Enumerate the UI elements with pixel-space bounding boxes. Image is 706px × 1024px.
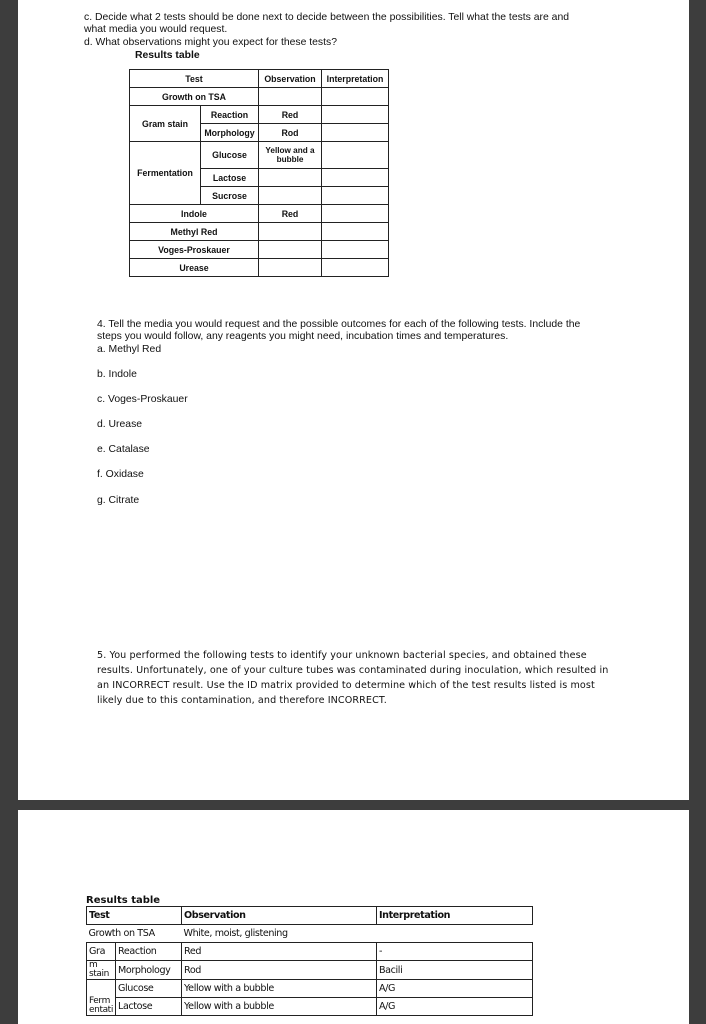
cell-morphology-observation[interactable]: Rod <box>182 961 377 980</box>
document-page-1 <box>18 0 689 800</box>
cell-sucrose-observation[interactable] <box>259 187 322 205</box>
row-voges-proskauer: Voges-Proskauer <box>130 241 259 259</box>
cell-voges-observation[interactable] <box>259 241 322 259</box>
row-morphology: Morphology <box>116 961 182 980</box>
cell-voges-interpretation[interactable] <box>322 241 389 259</box>
q4-item-indole: b. Indole <box>97 369 137 380</box>
row-methyl-red: Methyl Red <box>130 223 259 241</box>
header-test: Test <box>87 907 182 925</box>
results-table-title: Results table <box>135 50 200 61</box>
cell-lactose-interpretation[interactable] <box>322 169 389 187</box>
cell-glucose-interpretation[interactable]: A/G <box>377 980 533 998</box>
cell-growth-observation[interactable] <box>259 88 322 106</box>
cell-glucose-observation[interactable]: Yellow and a bubble <box>259 142 322 169</box>
cell-reaction-observation[interactable]: Red <box>259 106 322 124</box>
cell-reaction-observation[interactable]: Red <box>182 943 377 961</box>
header-test: Test <box>130 70 259 88</box>
q4-item-oxidase: f. Oxidase <box>97 469 144 480</box>
row-growth-on-tsa: Growth on TSA <box>130 88 259 106</box>
row-gram-stain: Gram stain <box>130 106 201 142</box>
gram-stain-fragment-stain: stain <box>89 969 109 979</box>
row-morphology: Morphology <box>201 124 259 142</box>
question-5-line-3: an INCORRECT result. Use the ID matrix provided to determine which of the test results listed is most <box>97 680 595 691</box>
cell-morphology-interpretation[interactable]: Bacili <box>377 961 533 980</box>
question-3d: d. What observations might you expect for these tests? <box>84 37 337 48</box>
cell-glucose-observation[interactable]: Yellow with a bubble <box>182 980 377 998</box>
cell-lactose-interpretation[interactable]: A/G <box>377 998 533 1016</box>
row-urease: Urease <box>130 259 259 277</box>
header-interpretation: Interpretation <box>377 907 533 925</box>
question-5-line-1: 5. You performed the following tests to identify your unknown bacterial species, and obtained these <box>97 650 587 661</box>
q4-item-methyl-red: a. Methyl Red <box>97 344 162 355</box>
cell-indole-interpretation[interactable] <box>322 205 389 223</box>
question-5 <box>97 648 617 708</box>
results-table <box>129 69 389 277</box>
row-indole: Indole <box>130 205 259 223</box>
cell-methyl-red-observation[interactable] <box>259 223 322 241</box>
row-reaction: Reaction <box>201 106 259 124</box>
cell-methyl-red-interpretation[interactable] <box>322 223 389 241</box>
q4-item-citrate: g. Citrate <box>97 495 140 506</box>
row-lactose: Lactose <box>201 169 259 187</box>
cell-reaction-interpretation[interactable]: - <box>377 943 533 961</box>
row-reaction: Reaction <box>116 943 182 961</box>
fermentation-fragment-2: entati <box>89 1005 113 1015</box>
row-gram-stain-part-1: Gra <box>87 943 116 961</box>
question-3c-line-1: c. Decide what 2 tests should be done next to decide between the possibilities. Tell what the tests are and <box>84 12 570 23</box>
header-observation: Observation <box>182 907 377 925</box>
question-5-line-4: likely due to this contamination, and therefore INCORRECT. <box>97 695 387 706</box>
cell-morphology-observation[interactable]: Rod <box>259 124 322 142</box>
cell-growth-observation[interactable]: White, moist, glistening <box>183 928 288 939</box>
question-4-line-2: steps you would follow, any reagents you might need, incubation times and temperatures. <box>97 331 509 342</box>
row-glucose: Glucose <box>116 980 182 998</box>
row-sucrose: Sucrose <box>201 187 259 205</box>
question-3c-line-2: what media you would request. <box>84 24 228 35</box>
row-fermentation: Fermentation <box>130 142 201 205</box>
q4-item-voges-proskauer: c. Voges-Proskauer <box>97 394 188 405</box>
header-interpretation: Interpretation <box>322 70 389 88</box>
row-lactose: Lactose <box>116 998 182 1016</box>
question-5-line-2: results. Unfortunately, one of your culture tubes was contaminated during inoculation, which resulted in <box>97 665 609 676</box>
results-table-2 <box>86 906 533 1016</box>
cell-morphology-interpretation[interactable] <box>322 124 389 142</box>
row-fermentation <box>87 980 116 1016</box>
cell-urease-interpretation[interactable] <box>322 259 389 277</box>
header-observation: Observation <box>259 70 322 88</box>
cell-indole-observation[interactable]: Red <box>259 205 322 223</box>
results-table-2-title: Results table <box>86 895 161 906</box>
cell-urease-observation[interactable] <box>259 259 322 277</box>
cell-lactose-observation[interactable]: Yellow with a bubble <box>182 998 377 1016</box>
question-4-line-1: 4. Tell the media you would request and the possible outcomes for each of the following tests. Include the <box>97 319 581 330</box>
cell-lactose-observation[interactable] <box>259 169 322 187</box>
cell-glucose-interpretation[interactable] <box>322 142 389 169</box>
cell-growth-interpretation[interactable] <box>377 925 533 943</box>
q4-item-urease: d. Urease <box>97 419 143 430</box>
cell-reaction-interpretation[interactable] <box>322 106 389 124</box>
cell-sucrose-interpretation[interactable] <box>322 187 389 205</box>
row-growth-on-tsa: Growth on TSA <box>88 928 155 939</box>
row-glucose: Glucose <box>201 142 259 169</box>
row-gram-stain-part-2 <box>87 961 116 980</box>
q4-item-catalase: e. Catalase <box>97 444 150 455</box>
gram-stain-fragment-m: m <box>89 960 98 970</box>
fermentation-fragment-1: Ferm <box>89 996 110 1006</box>
cell-growth-interpretation[interactable] <box>322 88 389 106</box>
